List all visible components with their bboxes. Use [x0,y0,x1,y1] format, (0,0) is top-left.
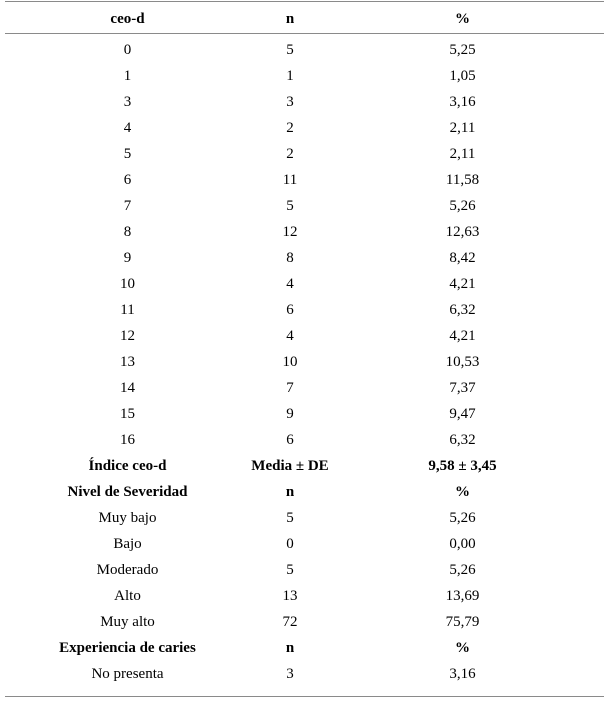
cell-col1: 12 [120,328,135,344]
cell-col1: 14 [120,380,135,396]
cell-col1: 8 [123,224,132,240]
cell-col3: 4,21 [449,276,476,292]
table-bottom-rule [5,696,604,697]
cell-col1: 16 [120,432,135,448]
cell-col3: 10,53 [445,354,480,370]
cell-col1: 0 [123,42,132,58]
cell-col1: Nivel de Severidad [67,484,188,500]
cell-col3: 6,32 [449,432,476,448]
cell-col3: 75,79 [445,614,480,630]
cell-col3: 4,21 [449,328,476,344]
table-row [5,557,604,583]
cell-col1: 4 [123,120,132,136]
cell-col2: 7 [286,380,294,396]
table-top-rule [5,1,604,2]
cell-col3: 6,32 [449,302,476,318]
table-row [5,89,604,115]
header-ceo-d: ceo-d [110,11,145,27]
cell-col3: 11,58 [445,172,480,188]
cell-col1: 5 [123,146,132,162]
cell-col1: 6 [123,172,132,188]
cell-col1: 1 [123,68,132,84]
cell-col1: Bajo [113,536,142,552]
table-row [5,609,604,635]
cell-col3: 2,11 [449,146,476,162]
table-row [5,583,604,609]
cell-col3: 0,00 [449,536,476,552]
severity-header-row [5,479,604,505]
cell-col3: 5,25 [449,42,476,58]
caries-header-row [5,635,604,661]
cell-col2: 0 [286,536,294,552]
cell-col1: 15 [120,406,135,422]
cell-col1: 10 [120,276,135,292]
table-row [5,427,604,453]
table-row [5,271,604,297]
cell-col1: Experiencia de caries [59,640,196,656]
cell-col2: 3 [286,666,294,682]
cell-col3: 12,63 [445,224,480,240]
cell-col2: 5 [286,562,294,578]
cell-col2: 5 [286,198,294,214]
cell-col2: 5 [286,510,294,526]
cell-col1: 11 [120,302,135,318]
cell-col2: 6 [286,302,294,318]
table-header-row [5,6,604,32]
cell-col3: 9,47 [449,406,476,422]
cell-col3: 3,16 [449,94,476,110]
cell-col3: 2,11 [449,120,476,136]
cell-col3: % [455,640,470,656]
table-row [5,349,604,375]
cell-col3: 7,37 [449,380,476,396]
table-row [5,505,604,531]
table-row [5,245,604,271]
cell-col2: 2 [286,146,294,162]
cell-col1: 9 [123,250,132,266]
cell-col2: Media ± DE [251,458,329,474]
cell-col2: 4 [286,328,294,344]
table-row [5,37,604,63]
cell-col2: 5 [286,42,294,58]
cell-col3: % [455,484,470,500]
cell-col2: 3 [286,94,294,110]
table-row [5,63,604,89]
table-row [5,115,604,141]
cell-col1: Alto [114,588,141,604]
cell-col1: Muy bajo [98,510,157,526]
cell-col2: 13 [282,588,298,604]
cell-col1: 3 [123,94,132,110]
cell-col2: 6 [286,432,294,448]
table-row [5,375,604,401]
table-row [5,323,604,349]
cell-col2: 11 [282,172,298,188]
table-row [5,531,604,557]
cell-col3: 5,26 [449,562,476,578]
cell-col3: 5,26 [449,510,476,526]
cell-col2: 12 [282,224,298,240]
table-row [5,401,604,427]
table-row [5,167,604,193]
cell-col3: 8,42 [449,250,476,266]
cell-col2: 9 [286,406,294,422]
cell-col2: 4 [286,276,294,292]
cell-col1: Muy alto [100,614,155,630]
table-row [5,661,604,687]
cell-col3: 1,05 [449,68,476,84]
cell-col1: 7 [123,198,132,214]
cell-col3: 9,58 ± 3,45 [428,458,497,474]
cell-col2: 10 [282,354,298,370]
header-n: n [285,11,295,27]
cell-col1: Moderado [96,562,159,578]
cell-col2: 2 [286,120,294,136]
cell-col1: No presenta [91,666,164,682]
table-row [5,193,604,219]
cell-col2: 8 [286,250,294,266]
header-percent: % [455,11,470,27]
cell-col1: Índice ceo-d [88,458,167,474]
table-row [5,141,604,167]
cell-col2: n [285,484,295,500]
cell-col2: 72 [282,614,298,630]
cell-col3: 13,69 [445,588,480,604]
table-header-rule [5,33,604,34]
table-row [5,297,604,323]
cell-col3: 5,26 [449,198,476,214]
cell-col3: 3,16 [449,666,476,682]
cell-col1: 13 [120,354,135,370]
index-summary-row [5,453,604,479]
cell-col2: 1 [286,68,294,84]
cell-col2: n [285,640,295,656]
table-row [5,219,604,245]
